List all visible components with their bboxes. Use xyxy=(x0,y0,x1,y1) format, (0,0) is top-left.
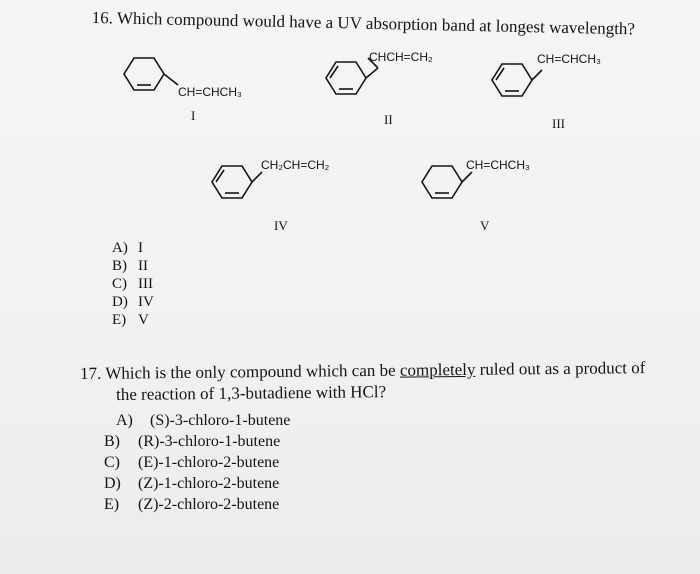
question-16-title xyxy=(92,8,636,39)
q17-option-d[interactable]: D) (Z)-1-chloro-2-butene xyxy=(104,475,280,492)
q16-option-a[interactable]: A) I xyxy=(112,240,143,256)
compound-3-substituent: CH=CHCH₃ xyxy=(537,52,601,66)
question-17-title-line2: the reaction of 1,3-butadiene with HCl? xyxy=(116,382,387,404)
compound-4-substituent: CH₂CH=CH₂ xyxy=(261,158,330,172)
question-17-number: 17. xyxy=(80,363,102,383)
question-17-text-b: ruled out as a product of xyxy=(475,358,646,379)
compound-1-structure xyxy=(120,52,280,112)
q17-option-b[interactable]: B) (R)-3-chloro-1-butene xyxy=(104,433,281,450)
compound-1-label: I xyxy=(191,108,196,123)
compound-1-substituent: CH=CHCH₃ xyxy=(178,85,242,99)
compound-5-structure xyxy=(418,152,578,212)
question-16-number: 16. xyxy=(91,8,114,28)
q16-option-b[interactable]: B) II xyxy=(112,258,148,274)
question-17-emphasis: completely xyxy=(399,359,476,380)
q16-option-e[interactable]: E) V xyxy=(112,312,149,328)
question-17-title xyxy=(80,358,645,384)
compound-5-label: V xyxy=(480,218,490,233)
compound-3-structure xyxy=(488,50,648,110)
compound-4-structure xyxy=(208,152,378,212)
compound-2-label: II xyxy=(384,112,393,127)
compound-3-label: III xyxy=(552,116,565,131)
compound-2-substituent: CHCH=CH₂ xyxy=(369,50,433,64)
question-17-text-a: Which is the only compound which can be xyxy=(105,360,400,383)
compound-5-substituent: CH=CHCH₃ xyxy=(466,158,530,172)
compound-4-label: IV xyxy=(274,218,288,233)
q17-option-e[interactable]: E) (Z)-2-chloro-2-butene xyxy=(104,496,280,513)
question-16-text: Which compound would have a UV absorption band at longest wavelength? xyxy=(116,8,636,39)
q17-option-a[interactable]: A) (S)-3-chloro-1-butene xyxy=(116,412,291,429)
q16-option-c[interactable]: C) III xyxy=(112,276,153,292)
q16-option-d[interactable]: D) IV xyxy=(112,294,154,310)
q17-option-c[interactable]: C) (E)-1-chloro-2-butene xyxy=(104,454,280,471)
compound-2-structure xyxy=(322,48,482,108)
